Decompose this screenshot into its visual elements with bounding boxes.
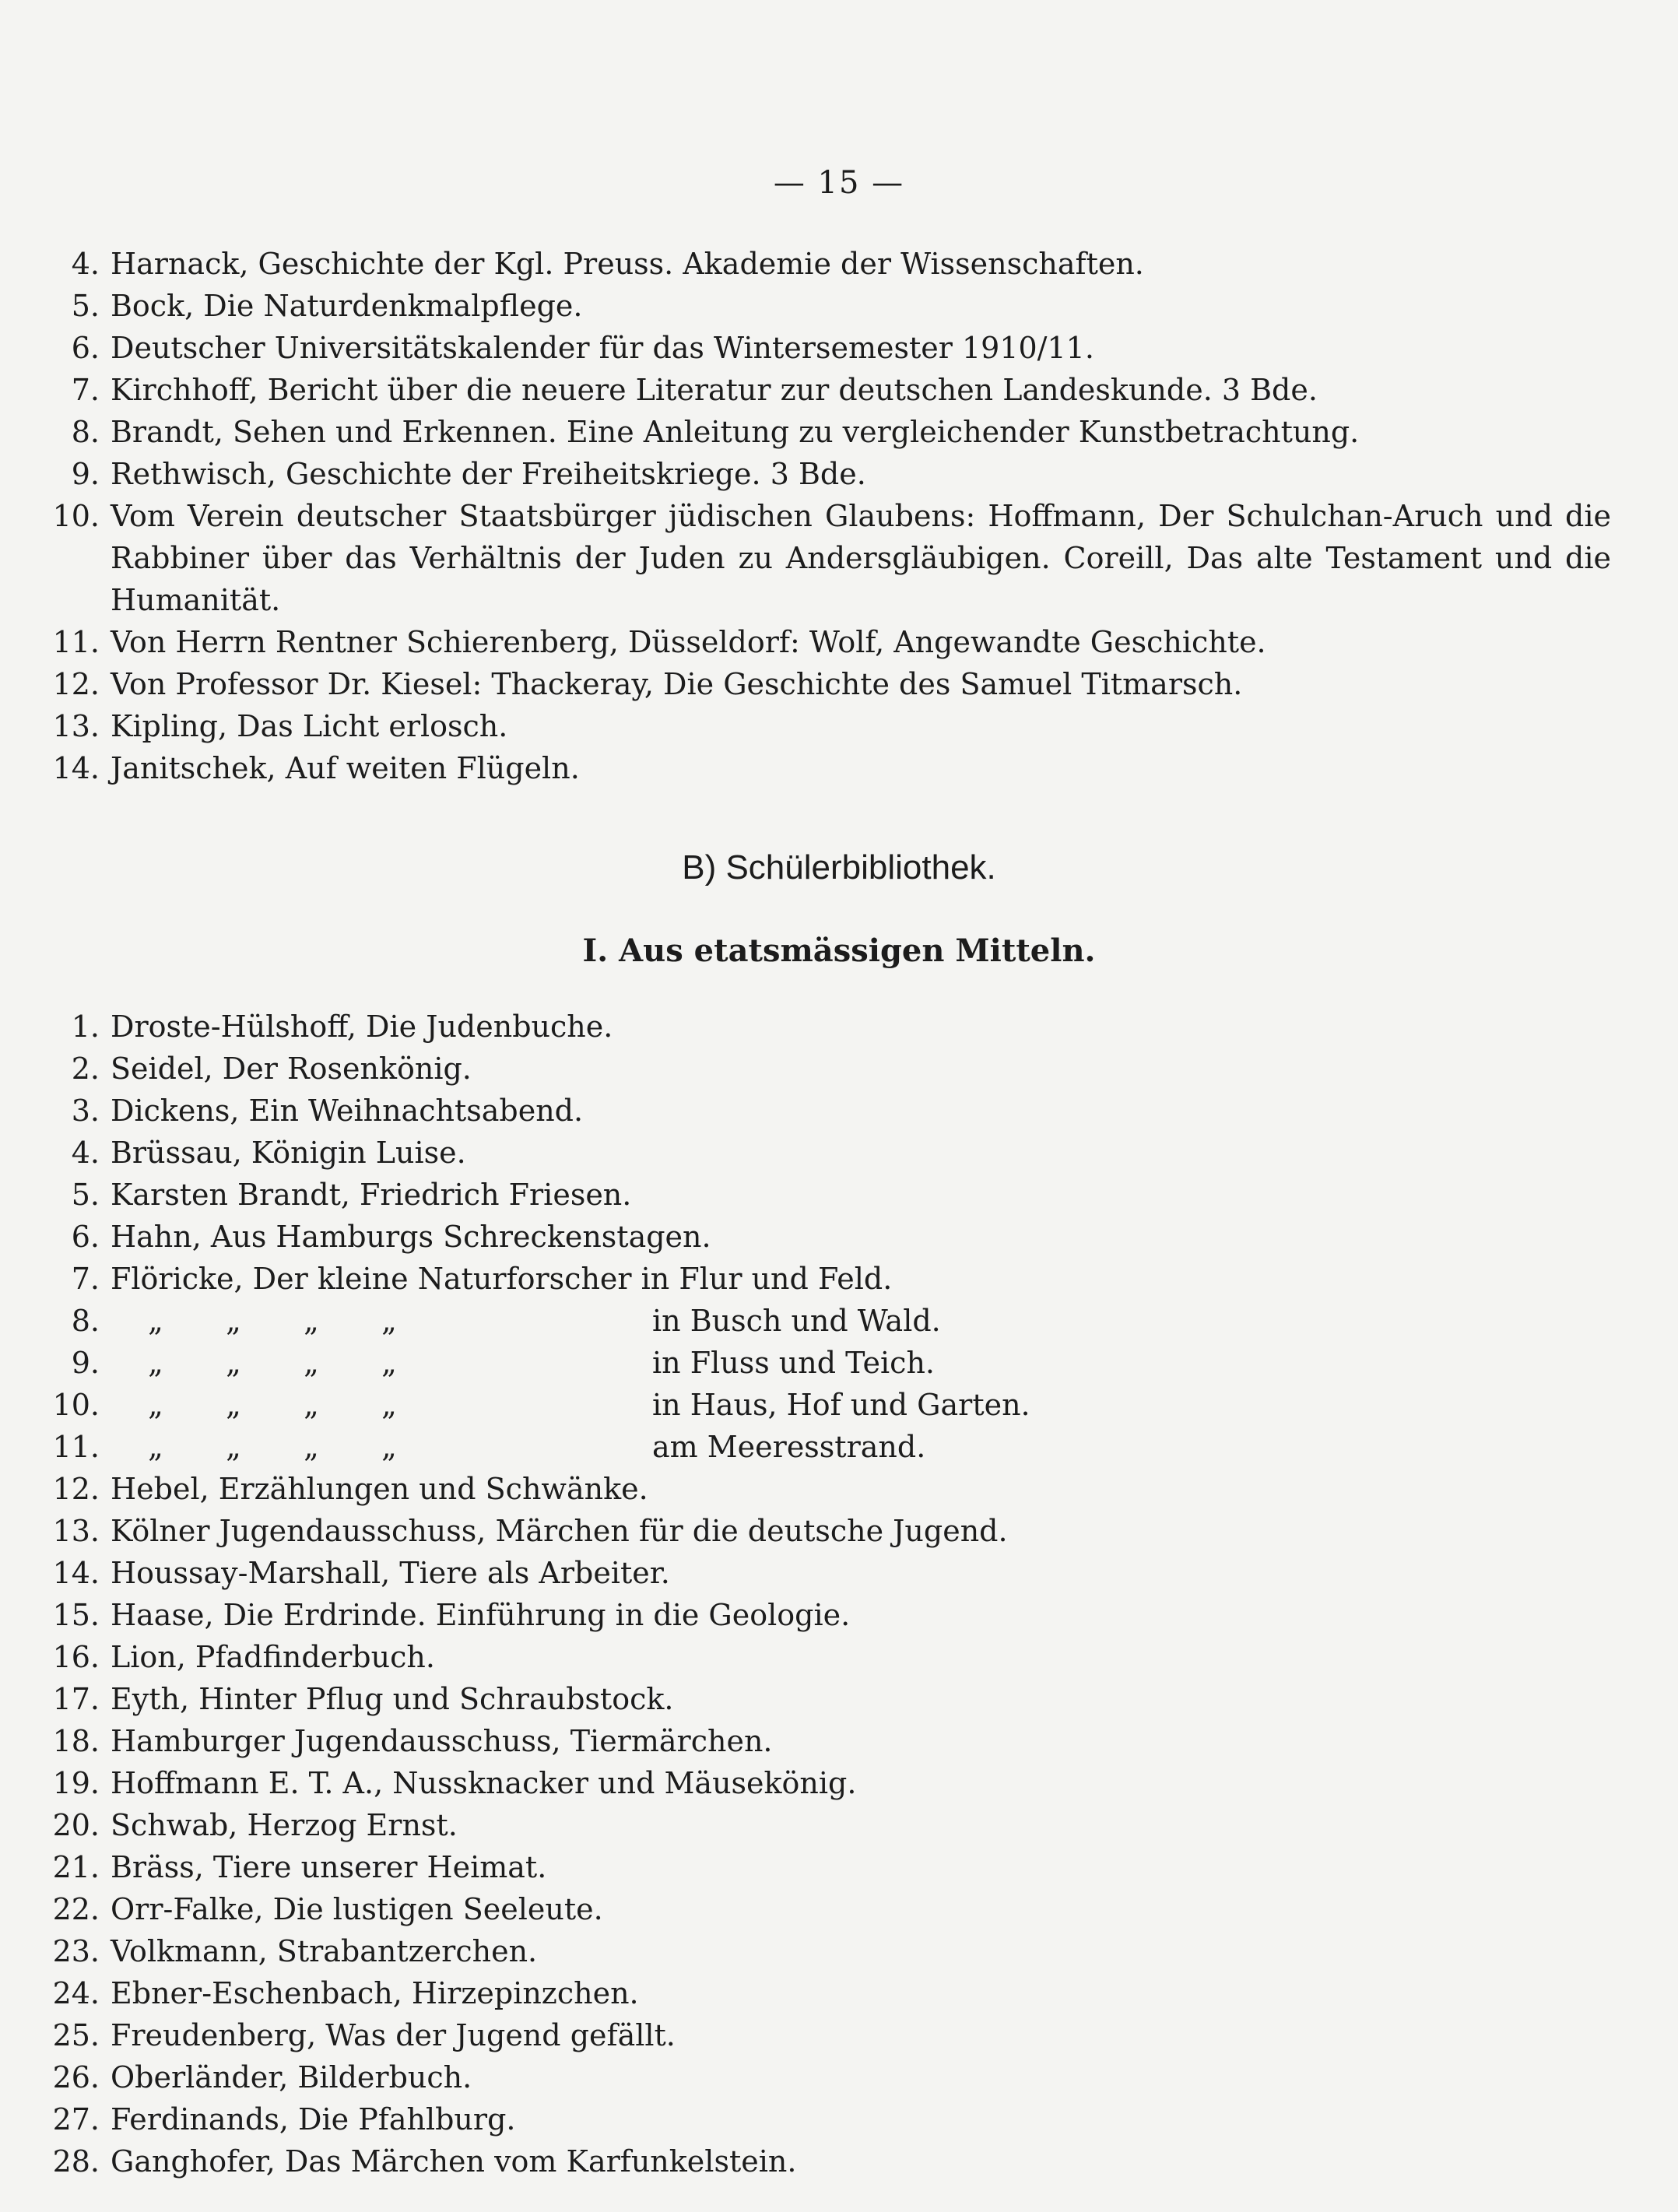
list-item <box>47 1048 1611 1090</box>
list-item <box>47 1594 1611 1636</box>
item-text: Ferdinands, Die Pfahlburg. <box>111 2102 516 2137</box>
item-text: Vom Verein deutscher Staatsbürger jüdischen Glaubens: Hoffmann, Der Schulchan-Aruch und die Rabbiner über das Verhältnis der Juden zu Andersgläubigen. Coreill, Das alte Testament und die Humanität. <box>111 499 1611 617</box>
list-item <box>47 2014 1611 2056</box>
item-text: Ganghofer, Das Märchen vom Karfunkelstein. <box>111 2144 797 2179</box>
ditto-mark: „ <box>148 1304 163 1338</box>
ditto-mark: „ <box>381 1346 397 1380</box>
list-item <box>47 1006 1611 1048</box>
item-text: Janitschek, Auf weiten Flügeln. <box>111 751 580 785</box>
item-number: 25. <box>52 2018 100 2052</box>
item-number: 14. <box>52 751 100 785</box>
list-item <box>47 1510 1611 1552</box>
item-number: 21. <box>52 1850 100 1884</box>
item-number: 5. <box>71 1178 100 1212</box>
item-text: Flöricke, Der kleine Naturforscher in Flur und Feld. <box>111 1262 893 1296</box>
item-text: Bräss, Tiere unserer Heimat. <box>111 1850 547 1884</box>
ditto-group <box>117 1342 428 1384</box>
item-text: Lion, Pfadfinderbuch. <box>111 1640 435 1674</box>
list-item <box>47 1804 1611 1846</box>
item-text: in Busch und Wald. <box>652 1304 941 1338</box>
ditto-mark: „ <box>381 1388 397 1422</box>
ditto-mark: „ <box>148 1346 163 1380</box>
list-item <box>47 1552 1611 1594</box>
list-item <box>47 1678 1611 1720</box>
ditto-group <box>117 1300 428 1342</box>
item-number: 26. <box>52 2060 100 2094</box>
ditto-mark: „ <box>148 1430 163 1464</box>
item-text: Eyth, Hinter Pflug und Schraubstock. <box>111 1682 674 1716</box>
item-number: 12. <box>52 667 100 701</box>
item-text: Brandt, Sehen und Erkennen. Eine Anleitung zu vergleichender Kunstbetrachtung. <box>111 415 1360 449</box>
item-text: Rethwisch, Geschichte der Freiheitskriege. 3 Bde. <box>111 457 866 491</box>
list-item <box>47 1762 1611 1804</box>
item-number: 3. <box>71 1094 100 1128</box>
item-number: 24. <box>52 1976 100 2010</box>
list-item <box>47 1090 1611 1132</box>
item-number: 22. <box>52 1892 100 1926</box>
item-text: Haase, Die Erdrinde. Einführung in die Geologie. <box>111 1598 851 1632</box>
list-item <box>47 411 1611 453</box>
ditto-mark: „ <box>381 1304 397 1338</box>
ditto-mark: „ <box>148 1388 163 1422</box>
item-text: Schwab, Herzog Ernst. <box>111 1808 458 1842</box>
list-item <box>47 747 1611 789</box>
item-number: 1. <box>71 1009 100 1044</box>
item-number: 5. <box>71 289 100 323</box>
list-item <box>47 1426 1611 1468</box>
item-number: 23. <box>52 1934 100 1968</box>
list-item <box>47 1300 1611 1342</box>
list-item <box>47 1636 1611 1678</box>
item-text: Bock, Die Naturdenkmalpflege. <box>111 289 583 323</box>
list-item <box>47 1174 1611 1216</box>
ditto-mark: „ <box>381 1430 397 1464</box>
item-number: 10. <box>52 499 100 533</box>
item-text: Houssay-Marshall, Tiere als Arbeiter. <box>111 1556 670 1590</box>
list-item <box>47 1846 1611 1888</box>
item-number: 11. <box>52 625 100 659</box>
page-number: — 15 — <box>773 165 905 201</box>
item-text: Brüssau, Königin Luise. <box>111 1136 466 1170</box>
list-item <box>47 1342 1611 1384</box>
list-item <box>47 663 1611 705</box>
item-number: 4. <box>71 1136 100 1170</box>
item-number: 8. <box>71 1304 100 1338</box>
item-text: in Fluss und Teich. <box>652 1346 936 1380</box>
list-item <box>47 1888 1611 1930</box>
item-text: am Meeresstrand. <box>652 1430 926 1464</box>
item-text: Droste-Hülshoff, Die Judenbuche. <box>111 1009 613 1044</box>
item-text: Deutscher Universitätskalender für das Wintersemester 1910/11. <box>111 331 1094 365</box>
list-item <box>47 327 1611 369</box>
list-item <box>47 1972 1611 2014</box>
item-number: 14. <box>52 1556 100 1590</box>
ditto-mark: „ <box>226 1388 241 1422</box>
item-number: 28. <box>52 2144 100 2179</box>
list-item <box>47 1216 1611 1258</box>
item-number: 8. <box>71 415 100 449</box>
item-text: Hoffmann E. T. A., Nussknacker und Mäusekönig. <box>111 1766 857 1800</box>
item-number: 15. <box>52 1598 100 1632</box>
item-number: 7. <box>71 1262 100 1296</box>
item-text: Von Herrn Rentner Schierenberg, Düsseldorf: Wolf, Angewandte Geschichte. <box>111 625 1266 659</box>
item-text: Kipling, Das Licht erlosch. <box>111 709 508 743</box>
item-number: 12. <box>52 1472 100 1506</box>
item-number: 10. <box>52 1388 100 1422</box>
item-number: 13. <box>52 709 100 743</box>
item-text: Von Professor Dr. Kiesel: Thackeray, Die Geschichte des Samuel Titmarsch. <box>111 667 1243 701</box>
list-item <box>47 1384 1611 1426</box>
item-number: 19. <box>52 1766 100 1800</box>
item-number: 6. <box>71 331 100 365</box>
ditto-mark: „ <box>226 1346 241 1380</box>
item-text: Ebner-Eschenbach, Hirzepinzchen. <box>111 1976 639 2010</box>
item-text: Oberländer, Bilderbuch. <box>111 2060 472 2094</box>
item-text: Kirchhoff, Bericht über die neuere Literatur zur deutschen Landeskunde. 3 Bde. <box>111 373 1318 407</box>
item-number: 6. <box>71 1220 100 1254</box>
list-item <box>47 495 1611 621</box>
list-item <box>47 1720 1611 1762</box>
item-text: Karsten Brandt, Friedrich Friesen. <box>111 1178 632 1212</box>
ditto-mark: „ <box>226 1304 241 1338</box>
item-number: 4. <box>71 247 100 281</box>
list-item <box>47 285 1611 327</box>
item-text: Volkmann, Strabantzerchen. <box>111 1934 538 1968</box>
item-number: 13. <box>52 1514 100 1548</box>
list-item <box>47 2140 1611 2182</box>
item-number: 7. <box>71 373 100 407</box>
student-library-list <box>47 1006 1611 2182</box>
item-text: Dickens, Ein Weihnachtsabend. <box>111 1094 584 1128</box>
library-additions-list <box>47 243 1611 789</box>
item-number: 27. <box>52 2102 100 2137</box>
item-number: 9. <box>71 1346 100 1380</box>
item-text: Hahn, Aus Hamburgs Schreckenstagen. <box>111 1220 711 1254</box>
list-item <box>47 705 1611 747</box>
list-item <box>47 243 1611 285</box>
item-number: 9. <box>71 457 100 491</box>
list-item <box>47 369 1611 411</box>
item-number: 11. <box>52 1430 100 1464</box>
list-item <box>47 2098 1611 2140</box>
ditto-mark: „ <box>304 1430 319 1464</box>
list-item <box>47 2056 1611 2098</box>
list-item <box>47 1258 1611 1300</box>
item-text: Orr-Falke, Die lustigen Seeleute. <box>111 1892 603 1926</box>
ditto-mark: „ <box>304 1346 319 1380</box>
item-text: Freudenberg, Was der Jugend gefällt. <box>111 2018 676 2052</box>
ditto-mark: „ <box>226 1430 241 1464</box>
ditto-mark: „ <box>304 1304 319 1338</box>
list-item <box>47 1930 1611 1972</box>
list-item <box>47 621 1611 663</box>
item-text: Kölner Jugendausschuss, Märchen für die deutsche Jugend. <box>111 1514 1008 1548</box>
list-item <box>47 1132 1611 1174</box>
section-title: B) Schülerbibliothek. <box>682 848 996 887</box>
list-item <box>47 453 1611 495</box>
ditto-mark: „ <box>304 1388 319 1422</box>
item-number: 20. <box>52 1808 100 1842</box>
list-item <box>47 1468 1611 1510</box>
item-text: Hebel, Erzählungen und Schwänke. <box>111 1472 648 1506</box>
ditto-group <box>117 1384 428 1426</box>
item-number: 16. <box>52 1640 100 1674</box>
item-text: Seidel, Der Rosenkönig. <box>111 1052 472 1086</box>
item-text: Harnack, Geschichte der Kgl. Preuss. Akademie der Wissenschaften. <box>111 247 1144 281</box>
item-text: in Haus, Hof und Garten. <box>652 1388 1030 1422</box>
ditto-group <box>117 1426 428 1468</box>
item-number: 2. <box>71 1052 100 1086</box>
item-text: Hamburger Jugendausschuss, Tiermärchen. <box>111 1724 773 1758</box>
item-number: 18. <box>52 1724 100 1758</box>
subsection-title: I. Aus etatsmässigen Mitteln. <box>582 932 1096 969</box>
item-number: 17. <box>52 1682 100 1716</box>
